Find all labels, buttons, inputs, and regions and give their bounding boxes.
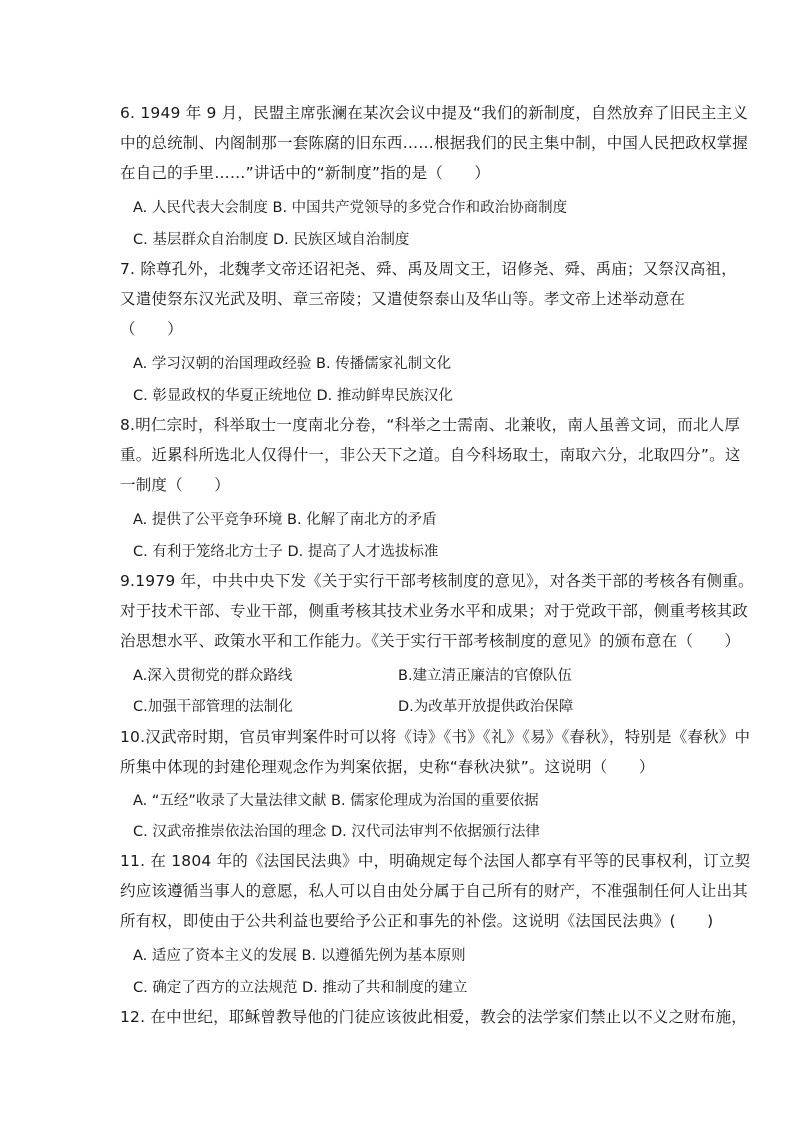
question-line: 对于技术干部、专业干部，侧重考核其技术业务水平和成果；对于党政干部，侧重考核其政: [120, 602, 749, 620]
question-line: 12. 在中世纪，耶稣曾教导他的门徒应该彼此相爱，教会的法学家们禁止以不义之财布施，: [120, 1008, 747, 1026]
question-8-option-cd: C. 有利于笼络北方士子 D. 提高了人才选拔标准: [133, 544, 439, 560]
question-6-option-cd: C. 基层群众自治制度 D. 民族区域自治制度: [133, 232, 410, 248]
question-12-stem: [120, 1002, 747, 1032]
question-6-stem: [120, 98, 749, 188]
question-7-option-cd: C. 彰显政权的华夏正统地位 D. 推动鲜卑民族汉化: [133, 388, 453, 404]
question-line: 治思想水平、政策水平和工作能力。《关于实行干部考核制度的意见》的颁布意在（ ）: [120, 632, 741, 650]
question-line: 8.明仁宗时，科举取士一度南北分卷，“科举之士需南、北兼收，南人虽善文词，而北人厚: [120, 416, 741, 434]
question-9-option-b: B.建立清正廉洁的官僚队伍: [398, 668, 573, 684]
question-line: 10.汉武帝时期，官员审判案件时可以将《诗》《书》《礼》《易》《春秋》，特别是《春秋》中: [120, 728, 751, 746]
question-line: 9.1979 年，中共中央下发《关于实行干部考核制度的意见》，对各类干部的考核各有侧重。: [120, 572, 754, 590]
question-9-option-a: A.深入贯彻党的群众路线: [133, 668, 293, 684]
question-8-option-ab: A. 提供了公平竞争环境 B. 化解了南北方的矛盾: [133, 512, 437, 528]
question-line: 所集中体现的封建伦理观念作为判案依据，史称“春秋决狱”。这说明（ ）: [120, 758, 655, 776]
question-line: 7. 除尊孔外，北魏孝文帝还诏祀尧、舜、禹及周文王，诏修尧、舜、禹庙；又祭汉高祖，: [120, 260, 737, 278]
question-9-option-d: D.为改革开放提供政治保障: [398, 699, 574, 715]
question-11-option-cd: C. 确定了西方的立法规范 D. 推动了共和制度的建立: [133, 980, 468, 996]
question-line: 约应该遵循当事人的意愿，私人可以自由处分属于自己所有的财产，不准强制任何人让出其: [120, 882, 749, 900]
question-11-stem: [120, 846, 751, 936]
question-line: （ ）: [120, 320, 183, 338]
question-6-option-ab: A. 人民代表大会制度 B. 中国共产党领导的多党合作和政治协商制度: [133, 200, 568, 216]
question-9-option-c: C.加强干部管理的法制化: [133, 699, 293, 715]
question-line: 11. 在 1804 年的《法国民法典》中，明确规定每个法国人都享有平等的民事权利，订立契: [120, 852, 751, 870]
question-10-stem: [120, 722, 751, 782]
question-line: 又遣使祭东汉光武及明、章三帝陵；又遣使祭泰山及华山等。孝文帝上述举动意在: [120, 290, 686, 308]
question-7-option-ab: A. 学习汉朝的治国理政经验 B. 传播儒家礼制文化: [133, 356, 452, 372]
question-10-option-cd: C. 汉武帝推崇依法治国的理念 D. 汉代司法审判不依据颁行法律: [133, 824, 540, 840]
question-11-option-ab: A. 适应了资本主义的发展 B. 以遵循先例为基本原则: [133, 948, 466, 964]
question-line: 6. 1949 年 9 月，民盟主席张澜在某次会议中提及“我们的新制度，自然放弃了旧民主主义: [120, 104, 749, 122]
question-line: 一制度（ ）: [120, 476, 230, 494]
question-line: 所有权，即使由于公共利益也要给予公正和事先的补偿。这说明《法国民法典》( ): [120, 912, 714, 930]
question-9-stem: [120, 566, 754, 656]
question-line: 在自己的手里……”讲话中的“新制度”指的是（ ）: [120, 164, 491, 182]
question-10-option-ab: A. “五经”收录了大量法律文献 B. 儒家伦理成为治国的重要依据: [133, 793, 539, 809]
question-7-stem: [120, 254, 737, 344]
question-line: 中的总统制、内阁制那一套陈腐的旧东西……根据我们的民主集中制，中国人民把政权掌握: [120, 134, 749, 152]
question-line: 重。近累科所选北人仅得什一，非公天下之道。自今科场取士，南取六分，北取四分”。这: [120, 446, 741, 464]
question-8-stem: [120, 410, 741, 500]
